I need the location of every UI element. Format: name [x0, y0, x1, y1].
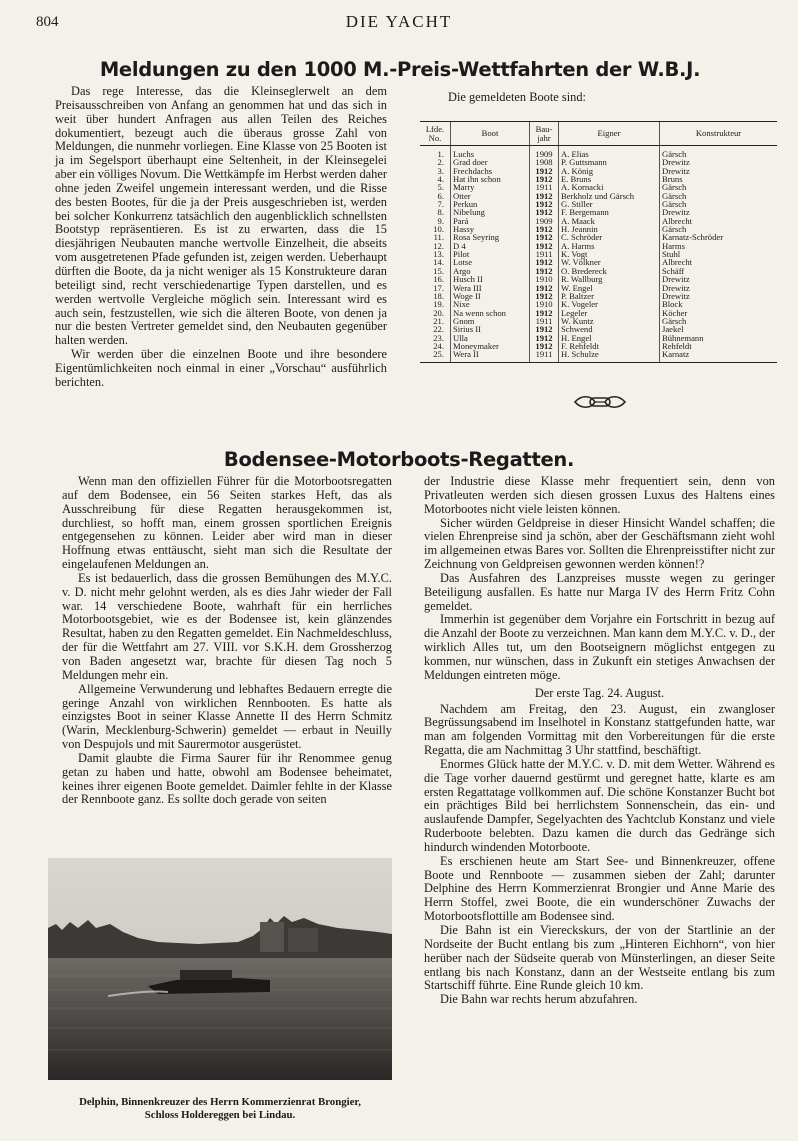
article1-title: Meldungen zu den 1000 M.-Preis-Wettfahrten der W.B.J. [99, 58, 701, 81]
cell-year: 1908 [530, 158, 559, 166]
paragraph: Sicher würden Geldpreise in dieser Hinsicht Wandel schaffen; die vielen Ehrenpreise sind ja schön, aber der Geschäftsmann zieht wohl im allgemeinen etwas Bares vor. Sollten die Ehrenpreisstifter nicht zur Zeichnung von Geldpreisen gewonnen werden können!? [424, 515, 775, 572]
cell-year: 1911 [530, 183, 559, 191]
cell-owner: Schwend [559, 325, 660, 333]
header-year: Bau-jahr [530, 122, 559, 146]
cell-owner: A. Elias [559, 146, 660, 159]
cell-nr: 22. [433, 324, 444, 335]
cell-boat: Wera III [451, 284, 530, 292]
page-number: 804 [36, 14, 59, 30]
cell-year: 1912 [530, 292, 559, 300]
cell-nr: 6. [437, 190, 444, 201]
header-boat: Boot [451, 122, 530, 146]
cell-year: 1912 [530, 167, 559, 175]
cell-nr: 25. [420, 350, 451, 362]
cell-owner: W. Völkner [559, 258, 660, 266]
paragraph: Die Bahn ist ein Viereckskurs, der von der Startlinie an der Nordseite der Bucht entlang bis zum „Hinteren Eichhorn“, von hier herüber nach der Südseite querab von Münsterlingen, an dieser Seite entlang bis nach Konstanz, dann an der Westseite entlang bis zum Startschiff führte. Eine Runde gleich 10 km. [424, 923, 775, 993]
cell-nr: 5. [437, 182, 444, 193]
cell-boat: D 4 [451, 242, 530, 250]
cell-owner: P. Guttsmann [559, 158, 660, 166]
cell-owner: E. Bruns [559, 175, 660, 183]
cell-designer: Rehfeldt [660, 342, 778, 350]
cell-nr: 10. [433, 224, 444, 235]
cell-designer: Drewitz [660, 208, 778, 216]
cell-boat: Hassy [451, 225, 530, 233]
cell-year: 1911 [530, 317, 559, 325]
cell-boat: Moneymaker [451, 342, 530, 350]
cell-designer: Gärsch [660, 183, 778, 191]
ornament-icon [573, 393, 627, 411]
cell-year: 1912 [530, 342, 559, 350]
header-designer: Konstrukteur [660, 122, 778, 146]
photo-caption-line1: Delphin, Binnenkreuzer des Herrn Kommerzienrat Brongier, [79, 1096, 361, 1108]
cell-year: 1909 [530, 217, 559, 225]
paragraph: Die Bahn war rechts herum abzufahren. [440, 992, 638, 1007]
cell-designer: Drewitz [660, 275, 778, 283]
cell-nr: 2. [437, 157, 444, 168]
cell-boat: Wera II [451, 350, 530, 362]
paragraph: Es erschienen heute am Start See- und Binnenkreuzer, offene Boote und Rennboote — zusammen sieben der Zahl; darunter Delphine des Herrn Kommerzienrat Brongier und Anne Marie des Herrn Stoffel, zwei Boote, die ein wunderschöner Zuwachs der Motorbootsflottille am Bodensee sind. [424, 853, 775, 924]
cell-nr: 15. [433, 265, 444, 276]
cell-designer: Drewitz [660, 158, 778, 166]
cell-nr: 18. [433, 290, 444, 301]
header-nr: Lfde. No. [420, 122, 451, 146]
table-caption: Die gemeldeten Boote sind: [448, 90, 586, 104]
cell-year: 1912 [530, 225, 559, 233]
cell-designer: Drewitz [660, 292, 778, 300]
cell-year: 1912 [530, 242, 559, 250]
cell-boat: Sirius II [451, 325, 530, 333]
cell-owner: A. Maack [559, 217, 660, 225]
article1-body [55, 85, 387, 390]
cell-year: 1912 [530, 267, 559, 275]
paragraph: Immerhin ist gegenüber dem Vorjahre ein Fortschritt in bezug auf die Anzahl der Boote zu verzeichnen. Man kann dem M.Y.C. v. D., der wirklich Alles tut, um den Bootseignern möglichst entgegen zu kommen, nur wünschen, dass in Zukunft ein stetiges Anwachsen der Meldungen eintreten möge. [424, 612, 775, 682]
cell-year: 1911 [530, 250, 559, 258]
paragraph: der Industrie diese Klasse mehr frequentiert sein, denn von Privatleuten werden sich diesen grossen Luxus des Haltens eines Motorbootes nicht viele leisten können. [424, 474, 775, 516]
cell-owner: W. Kuntz [559, 317, 660, 325]
cell-boat: Argo [451, 267, 530, 275]
table-row [420, 325, 777, 333]
cell-boat: Hat ihn schon [451, 175, 530, 183]
subheading: Der erste Tag. 24. August. [534, 685, 665, 700]
cell-designer: Block [660, 300, 778, 308]
photo-caption-line2: Schloss Holdereggen bei Lindau. [144, 1108, 296, 1121]
cell-designer: Drewitz [660, 167, 778, 175]
cell-owner: W. Engel [559, 284, 660, 292]
header-owner: Eigner [559, 122, 660, 146]
cell-designer: Bühnemann [660, 334, 778, 342]
cell-nr: 20. [433, 307, 444, 318]
cell-year: 1910 [530, 300, 559, 308]
cell-year: 1911 [530, 350, 559, 362]
cell-designer: Karnatz [660, 350, 778, 362]
cell-owner: R. Wallburg [559, 275, 660, 283]
cell-nr: 9. [437, 215, 444, 226]
cell-boat: Nibelung [451, 208, 530, 216]
cell-year: 1912 [530, 309, 559, 317]
cell-owner: F. Bergemann [559, 208, 660, 216]
cell-nr: 17. [433, 282, 444, 293]
running-title: DIE YACHT [345, 12, 453, 31]
cell-owner: A. König [559, 167, 660, 175]
article2-right-column [424, 475, 775, 1007]
photo-motorboat [48, 858, 392, 1080]
cell-nr: 19. [433, 299, 444, 310]
cell-designer: Stuhl [660, 250, 778, 258]
cell-boat: Ulla [451, 334, 530, 342]
table-row [420, 208, 777, 216]
cell-nr: 23. [433, 332, 444, 343]
paragraph: Es ist bedauerlich, dass die grossen Bemühungen des M.Y.C. v. D. nicht mehr gelohnt werden, als es dies Jahr wieder der Fall war. 14 verschiedene Boote, wahrhaft für ein herrliches Motorbootsgebiet, wie es der Bodensee ist, kein glänzendes Resultat, haben zu den Regatten gemeldet. Ein Nachmeldeschluss, der für die Wettfahrt am 27. VIII. vor S.K.H. dem Grossherzog von Baden angesetzt war, brachte für diesen Tag noch 5 Meldungen mehr ein. [62, 570, 392, 682]
paragraph: Das rege Interesse, das die Kleinseglerwelt an dem Preisausschreiben von Anfang an genommen hat und das sich in weit über hundert Anfragen aus allen Teilen des Reiches dokumentiert, bezeugt auch die überaus grosse Zahl von Meldungen, die nunmehr vorliegen. Eine Klasse von 25 Booten ist ja im Segelsport überhaupt eine Seltenheit, in der Kleinsegelei aber ein völliges Novum. Die Wettkämpfe im Herbst werden daher ohne jeden Zweifel ungemein interessant werden, und die Risse des besten Bootes, für die ja der Preis ausgeschrieben ist, werden bei solcher Konkurrenz tatsächlich den augenblicklich schnellsten Bootstyp repräsentieren. Es ist zu erwarten, dass die 15 diesjährigen Neubauten manche wertvolle Einzelheit, die abseits vom ausgetretenen Pfade gefunden ist, zeigen werden. Ueberhaupt dürften die Boote, da ja nicht weniger als 15 Konstrukteure daran beteiligt sind, recht verschiedenartige Typen darstellen, und es werden wertvolle Vergleiche möglich sein. Interessant wird es auch sein, festzustellen, wie sich die älteren Boote, von denen ja nur die besten Vertreter gemeldet sind, den Neubauten gegenüber halten werden. [55, 84, 387, 348]
cell-nr: 4. [437, 174, 444, 185]
cell-year: 1912 [530, 334, 559, 342]
cell-year: 1912 [530, 175, 559, 183]
paragraph: Nachdem am Freitag, den 23. August, ein zwangloser Begrüssungsabend im Inselhotel in Konstanz stattgefunden hatte, war man am folgenden Vormittag mit den Vorbereitungen für die erste Regatta, die am Nachmittag 3 Uhr stattfind, beschäftigt. [424, 701, 775, 758]
boats-table [420, 121, 777, 363]
table-row [420, 292, 777, 300]
cell-designer: Bruns [660, 175, 778, 183]
cell-boat: Marry [451, 183, 530, 191]
cell-year: 1912 [530, 325, 559, 333]
cell-nr: 7. [437, 199, 444, 210]
cell-designer: Albrecht [660, 217, 778, 225]
photo-caption [50, 1096, 390, 1121]
cell-nr: 12. [433, 240, 444, 251]
cell-year: 1912 [530, 258, 559, 266]
cell-designer: Gärsch [660, 200, 778, 208]
cell-designer: Karnatz-Schröder [660, 233, 778, 241]
cell-boat: Woge II [451, 292, 530, 300]
cell-nr: 8. [437, 207, 444, 218]
article2-left-column [62, 475, 392, 807]
cell-owner: F. Rehfeldt [559, 342, 660, 350]
table-row [420, 242, 777, 250]
cell-owner: G. Stiller [559, 200, 660, 208]
cell-designer: Gärsch [660, 317, 778, 325]
cell-designer: Jaekel [660, 325, 778, 333]
cell-boat: Rosa Seyring [451, 233, 530, 241]
cell-nr: 16. [433, 274, 444, 285]
cell-boat: Frechdachs [451, 167, 530, 175]
paragraph: Wenn man den offiziellen Führer für die Motorbootsregatten auf dem Bodensee, ein 56 Seiten starkes Heft, das als Ausschreibung für diese Regatten herausgekommen ist, durchliest, so hofft man, einem grossen sportlichen Ereignis entgegensehen zu können. Leider aber wird man in dieser Hoffnung etwas enttäuscht, sieht man sich die Resultate der eingelaufenen Meldungen an. [62, 474, 392, 572]
cell-year: 1912 [530, 284, 559, 292]
cell-boat: Lotse [451, 258, 530, 266]
cell-designer: Gärsch [660, 146, 778, 159]
cell-nr: 11. [433, 232, 444, 243]
table-row [420, 350, 777, 362]
cell-owner: C. Schröder [559, 233, 660, 241]
paragraph: Allgemeine Verwunderung und lebhaftes Bedauern erregte die geringe Anzahl von wirklichen Rennbooten. Es hatte als einzigstes Boot in seiner Klasse Annette II des Herrn Schmitz (Warin, Mecklenburg-Schwerin) gemeldet — erbaut in Neuilly von Despujols und mit Saurermotor ausgerüstet. [62, 681, 392, 752]
article2-title: Bodensee-Motorboots-Regatten. [223, 448, 575, 471]
cell-boat: Grad doer [451, 158, 530, 166]
cell-owner: P. Baltzer [559, 292, 660, 300]
cell-designer: Schäff [660, 267, 778, 275]
cell-year: 1912 [530, 233, 559, 241]
cell-owner: Legeler [559, 309, 660, 317]
cell-boat: Husch II [451, 275, 530, 283]
paragraph: Wir werden über die einzelnen Boote und ihre besondere Eigentümlichkeiten noch einmal in einer „Vorschau“ ausführlich berichten. [55, 347, 387, 389]
cell-nr: 14. [433, 257, 444, 268]
cell-owner: K. Vogt [559, 250, 660, 258]
cell-boat: Luchs [451, 146, 530, 159]
cell-owner: O. Bredereck [559, 267, 660, 275]
cell-designer: Albrecht [660, 258, 778, 266]
cell-year: 1912 [530, 208, 559, 216]
cell-designer: Köcher [660, 309, 778, 317]
cell-boat: Nixe [451, 300, 530, 308]
cell-owner: A. Harms [559, 242, 660, 250]
cell-year: 1912 [530, 200, 559, 208]
cell-owner: H. Engel [559, 334, 660, 342]
paragraph: Das Ausfahren des Lanzpreises musste wegen zu geringer Beteiligung ausfallen. Es hatte nur Marga IV des Herrn Fritz Cohn gemeldet. [424, 570, 775, 613]
cell-nr: 1. [437, 149, 444, 159]
cell-designer: Gärsch [660, 192, 778, 200]
cell-owner: H. Jeannin [559, 225, 660, 233]
cell-owner: A. Kornacki [559, 183, 660, 191]
paragraph: Damit glaubte die Firma Saurer für ihr Renommee genug getan zu haben und hatte, obwohl am Bodensee beheimatet, keines ihrer eigenen Boote gemeldet. Daimler fehlte in der Klasse der Rennboote ganz. Es sollte doch gerade von seiten [62, 750, 392, 807]
cell-boat: Pará [451, 217, 530, 225]
cell-owner: H. Schulze [559, 350, 660, 362]
boats-table-body [420, 146, 777, 363]
cell-designer: Drewitz [660, 284, 778, 292]
cell-year: 1910 [530, 275, 559, 283]
table-header-row [420, 122, 777, 146]
table-row [420, 233, 777, 241]
cell-designer: Gärsch [660, 225, 778, 233]
cell-nr: 3. [437, 165, 444, 176]
cell-nr: 13. [433, 249, 444, 260]
cell-boat: Gnom [451, 317, 530, 325]
cell-owner: Berkholz und Gärsch [559, 192, 660, 200]
cell-nr: 24. [433, 340, 444, 351]
cell-year: 1912 [530, 192, 559, 200]
paragraph: Enormes Glück hatte der M.Y.C. v. D. mit dem Wetter. Während es die Tage vorher dauernd gestürmt und geregnet hatte, klarte es am ersten Regattatage vollkommen auf. Die schöne Konstanzer Bucht bot ein prächtiges Bild bei herrlichstem Sonnenschein, das ein- und auslaufende Dampfer, Segelyachten des Yachtclub Konstanz und viele Ruderboote belebten. Dazu kamen die durch das Gedränge sich hindurch windenden Motorboote. [424, 756, 775, 854]
cell-designer: Harms [660, 242, 778, 250]
cell-boat: Pilot [451, 250, 530, 258]
cell-nr: 21. [433, 315, 444, 326]
cell-year: 1909 [530, 146, 559, 159]
cell-owner: K. Vogeler [559, 300, 660, 308]
cell-boat: Perkun [451, 200, 530, 208]
cell-boat: Otter [451, 192, 530, 200]
cell-boat: Na wenn schon [451, 309, 530, 317]
